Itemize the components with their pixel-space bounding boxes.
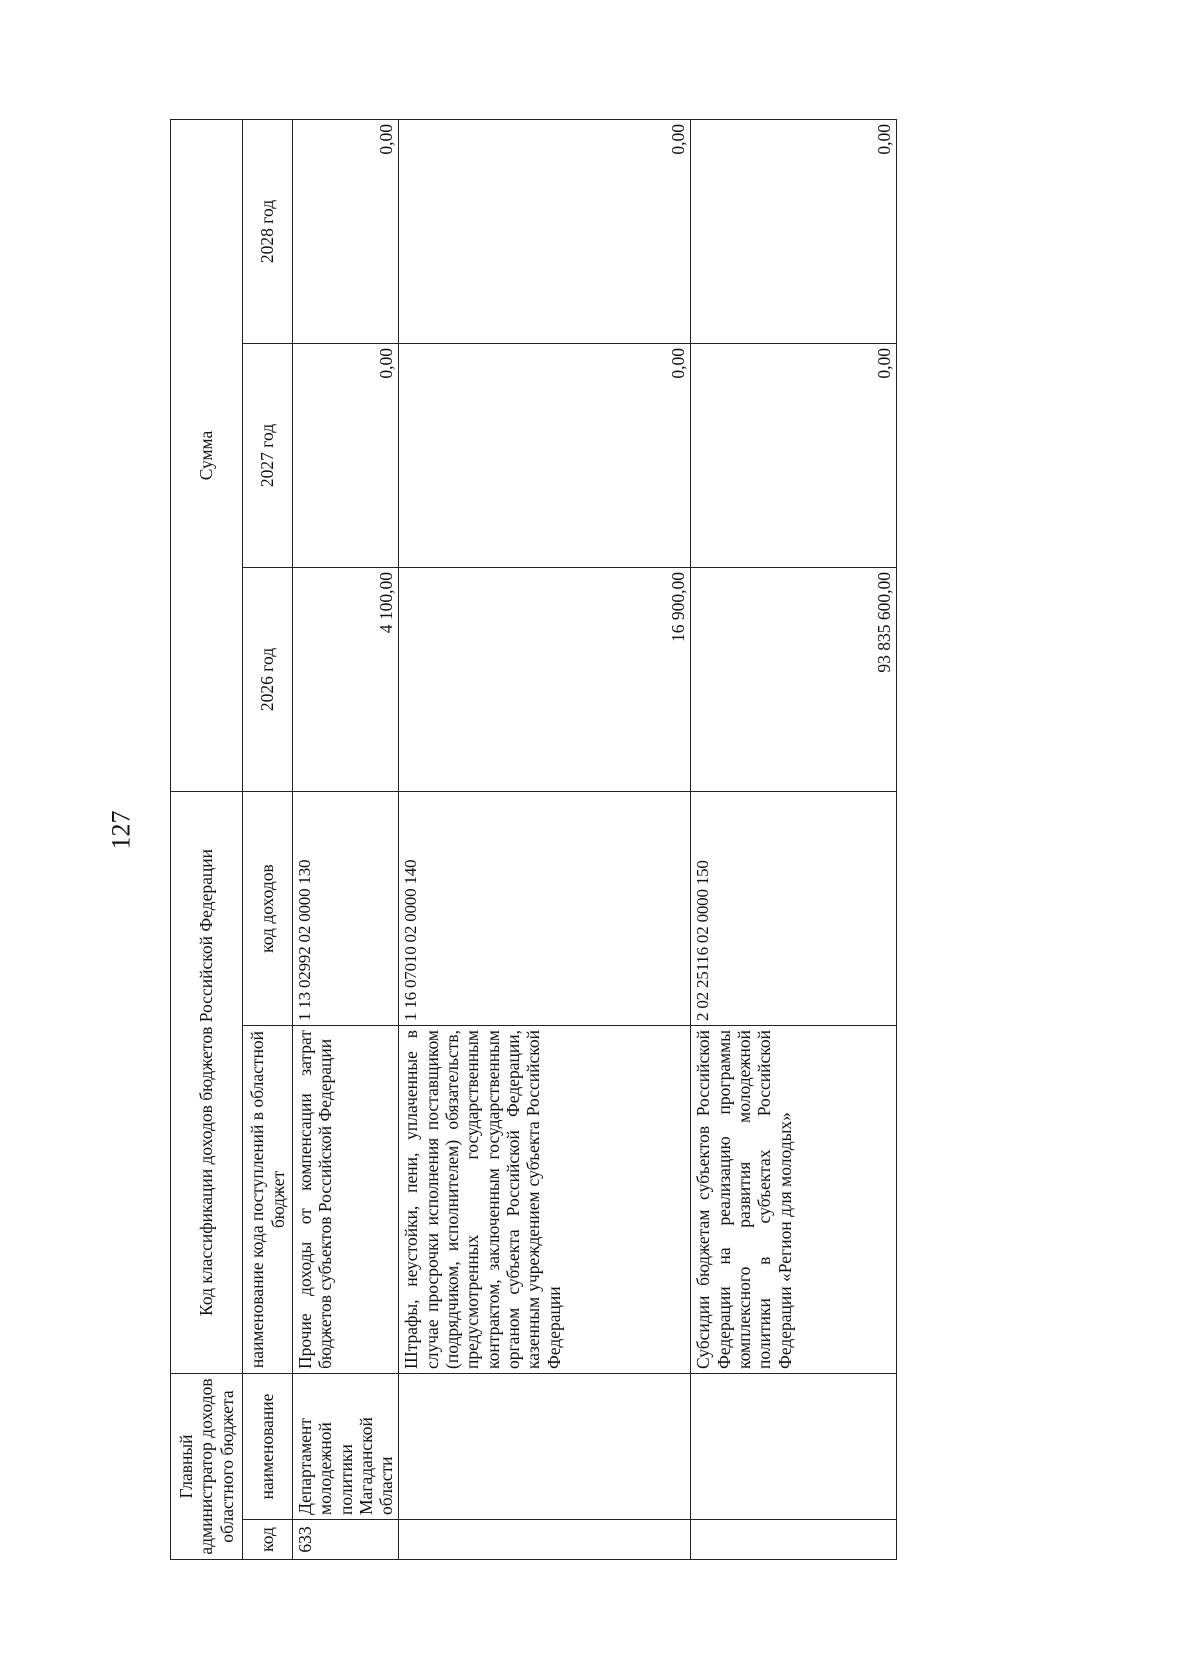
table-row <box>691 119 897 1559</box>
row-admin-name <box>399 1374 691 1520</box>
row-admin-code <box>399 1520 691 1560</box>
row-income-code: 1 16 07010 02 0000 140 <box>399 792 691 1026</box>
header-col-2026: 2026 год <box>243 568 293 792</box>
row-admin-name <box>691 1374 897 1520</box>
header-col-income-code: код доходов <box>243 792 293 1026</box>
header-col-2028: 2028 год <box>243 119 293 343</box>
row-admin-name: Департамент молодежной политики Магаданской области <box>293 1374 399 1520</box>
header-sum-group: Сумма <box>171 119 243 791</box>
row-admin-code: 633 <box>293 1520 399 1560</box>
row-income-code: 2 02 25116 02 0000 150 <box>691 792 897 1026</box>
header-admin-group: Главный администратор доходов областного бюджета <box>171 1374 243 1560</box>
row-admin-code <box>691 1520 897 1560</box>
header-col-2027: 2027 год <box>243 344 293 568</box>
header-col-name: наименование <box>243 1374 293 1520</box>
header-col-income-name: наименование кода поступлений в областной бюджет <box>243 1026 293 1374</box>
row-sum-2028: 0,00 <box>691 119 897 343</box>
table-row <box>293 119 399 1559</box>
header-row-2 <box>243 119 293 1559</box>
row-income-name: Субсидии бюджетам субъектов Российской Федерации на реализацию программы комплексного развития молодежной политики в субъектах Российской Федерации «Регион для молодых» <box>691 1026 897 1374</box>
row-sum-2027: 0,00 <box>399 344 691 568</box>
row-sum-2028: 0,00 <box>399 119 691 343</box>
rotated-table-container <box>170 120 895 1560</box>
row-sum-2026: 16 900,00 <box>399 568 691 792</box>
header-row-1 <box>171 119 243 1559</box>
row-income-name: Штрафы, неустойки, пени, уплаченные в случае просрочки исполнения поставщиком (подрядчиком, исполнителем) обязательств, предусмотренных государственным контрактом, заключенным государственным органом субъекта Российской Федерации, казенным учреждением субъекта Российской Федерации <box>399 1026 691 1374</box>
row-sum-2027: 0,00 <box>293 344 399 568</box>
row-sum-2027: 0,00 <box>691 344 897 568</box>
page-number: 127 <box>106 810 135 850</box>
revenue-table <box>170 119 897 1560</box>
row-sum-2026: 93 835 600,00 <box>691 568 897 792</box>
row-income-code: 1 13 02992 02 0000 130 <box>293 792 399 1026</box>
header-col-code: код <box>243 1520 293 1560</box>
table-row <box>399 119 691 1559</box>
row-sum-2028: 0,00 <box>293 119 399 343</box>
row-sum-2026: 4 100,00 <box>293 568 399 792</box>
header-classification-group: Код классификации доходов бюджетов Российской Федерации <box>171 792 243 1374</box>
row-income-name: Прочие доходы от компенсации затрат бюджетов субъектов Российской Федерации <box>293 1026 399 1374</box>
